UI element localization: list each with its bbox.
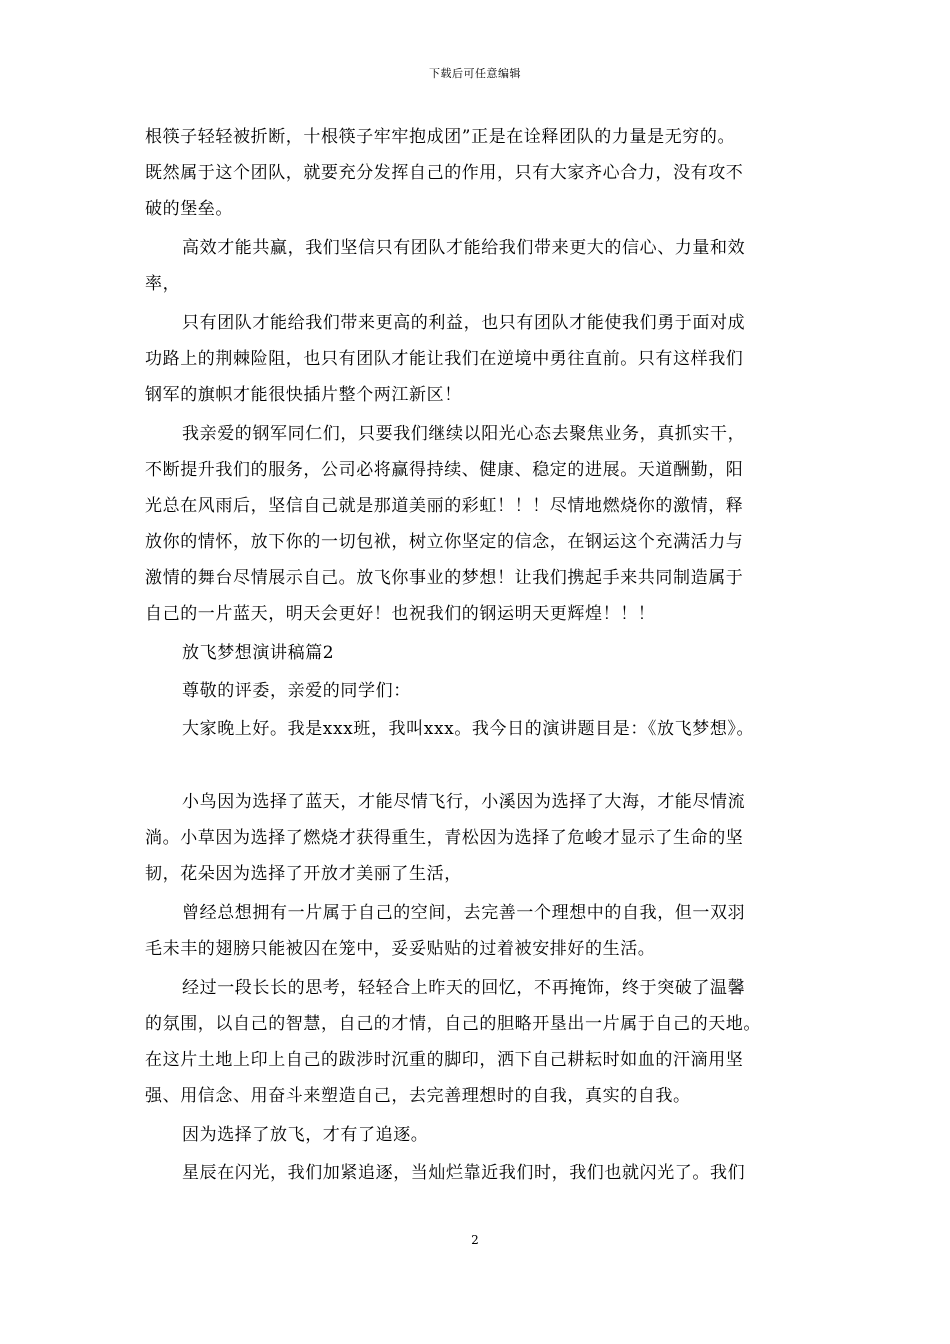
text-line: 曾经总想拥有一片属于自己的空间，去完善一个理想中的自我，但一双羽 [182,903,746,923]
text-line: 不断提升我们的服务，公司必将赢得持续、健康、稳定的进展。天道酬勤，阳 [145,460,744,480]
text-line: 激情的舞台尽情展示自己。放飞你事业的梦想！让我们携起手来共同制造属于 [145,568,744,588]
text-line: 既然属于这个团队，就要充分发挥自己的作用，只有大家齐心合力，没有攻不 [145,163,744,183]
text-line: 大家晚上好。我是xxx班，我叫xxx。我今日的演讲题目是：《放飞梦想》。 [182,719,755,739]
text-line: 星辰在闪光，我们加紧追逐，当灿烂靠近我们时，我们也就闪光了。我们 [182,1163,746,1183]
text-line: 淌。小草因为选择了燃烧才获得重生，青松因为选择了危峻才显示了生命的坚 [145,828,744,848]
text-line: 尊敬的评委，亲爱的同学们： [182,681,411,701]
text-line: 功路上的荆棘险阻，也只有团队才能让我们在逆境中勇往直前。只有这样我们 [145,349,744,369]
text-line: 我亲爱的钢军同仁们，只要我们继续以阳光心态去聚焦业务，真抓实干， [182,424,746,444]
text-line: 韧，花朵因为选择了开放才美丽了生活， [145,864,462,884]
text-line: 在这片土地上印上自己的跋涉时沉重的脚印，洒下自己耕耘时如血的汗滴用坚 [145,1050,744,1070]
text-line: 小鸟因为选择了蓝天，才能尽情飞行，小溪因为选择了大海，才能尽情流 [182,792,746,812]
page-header: 下载后可任意编辑 [429,67,521,80]
text-line: 只有团队才能给我们带来更高的利益，也只有团队才能使我们勇于面对成 [182,313,746,333]
text-line: 毛未丰的翅膀只能被囚在笼中，妥妥贴贴的过着被安排好的生活。 [145,939,656,959]
section-title: 放飞梦想演讲稿篇2 [182,643,335,663]
text-line: 破的堡垒。 [145,199,233,219]
text-line: 放你的情怀，放下你的一切包袱，树立你坚定的信念，在钢运这个充满活力与 [145,532,744,552]
text-line: 根筷子轻轻被折断，十根筷子牢牢抱成团”正是在诠释团队的力量是无穷的。 [145,127,736,147]
text-line: 经过一段长长的思考，轻轻合上昨天的回忆，不再掩饰，终于突破了温馨 [182,978,746,998]
text-line: 因为选择了放飞，才有了追逐。 [182,1125,429,1145]
page-number: 2 [471,1233,479,1247]
text-line: 高效才能共赢，我们坚信只有团队才能给我们带来更大的信心、力量和效 [182,238,746,258]
text-line: 光总在风雨后，坚信自己就是那道美丽的彩虹！！！尽情地燃烧你的激情，释 [145,496,744,516]
text-line: 强、用信念、用奋斗来塑造自己，去完善理想时的自我，真实的自我。 [145,1086,691,1106]
text-line: 钢军的旗帜才能很快插片整个两江新区！ [145,385,462,405]
text-line: 的氛围，以自己的智慧，自己的才情，自己的胆略开垦出一片属于自己的天地。 [145,1014,761,1034]
text-line: 率， [145,274,181,294]
text-line: 自己的一片蓝天，明天会更好！也祝我们的钢运明天更辉煌！！！ [145,604,656,624]
